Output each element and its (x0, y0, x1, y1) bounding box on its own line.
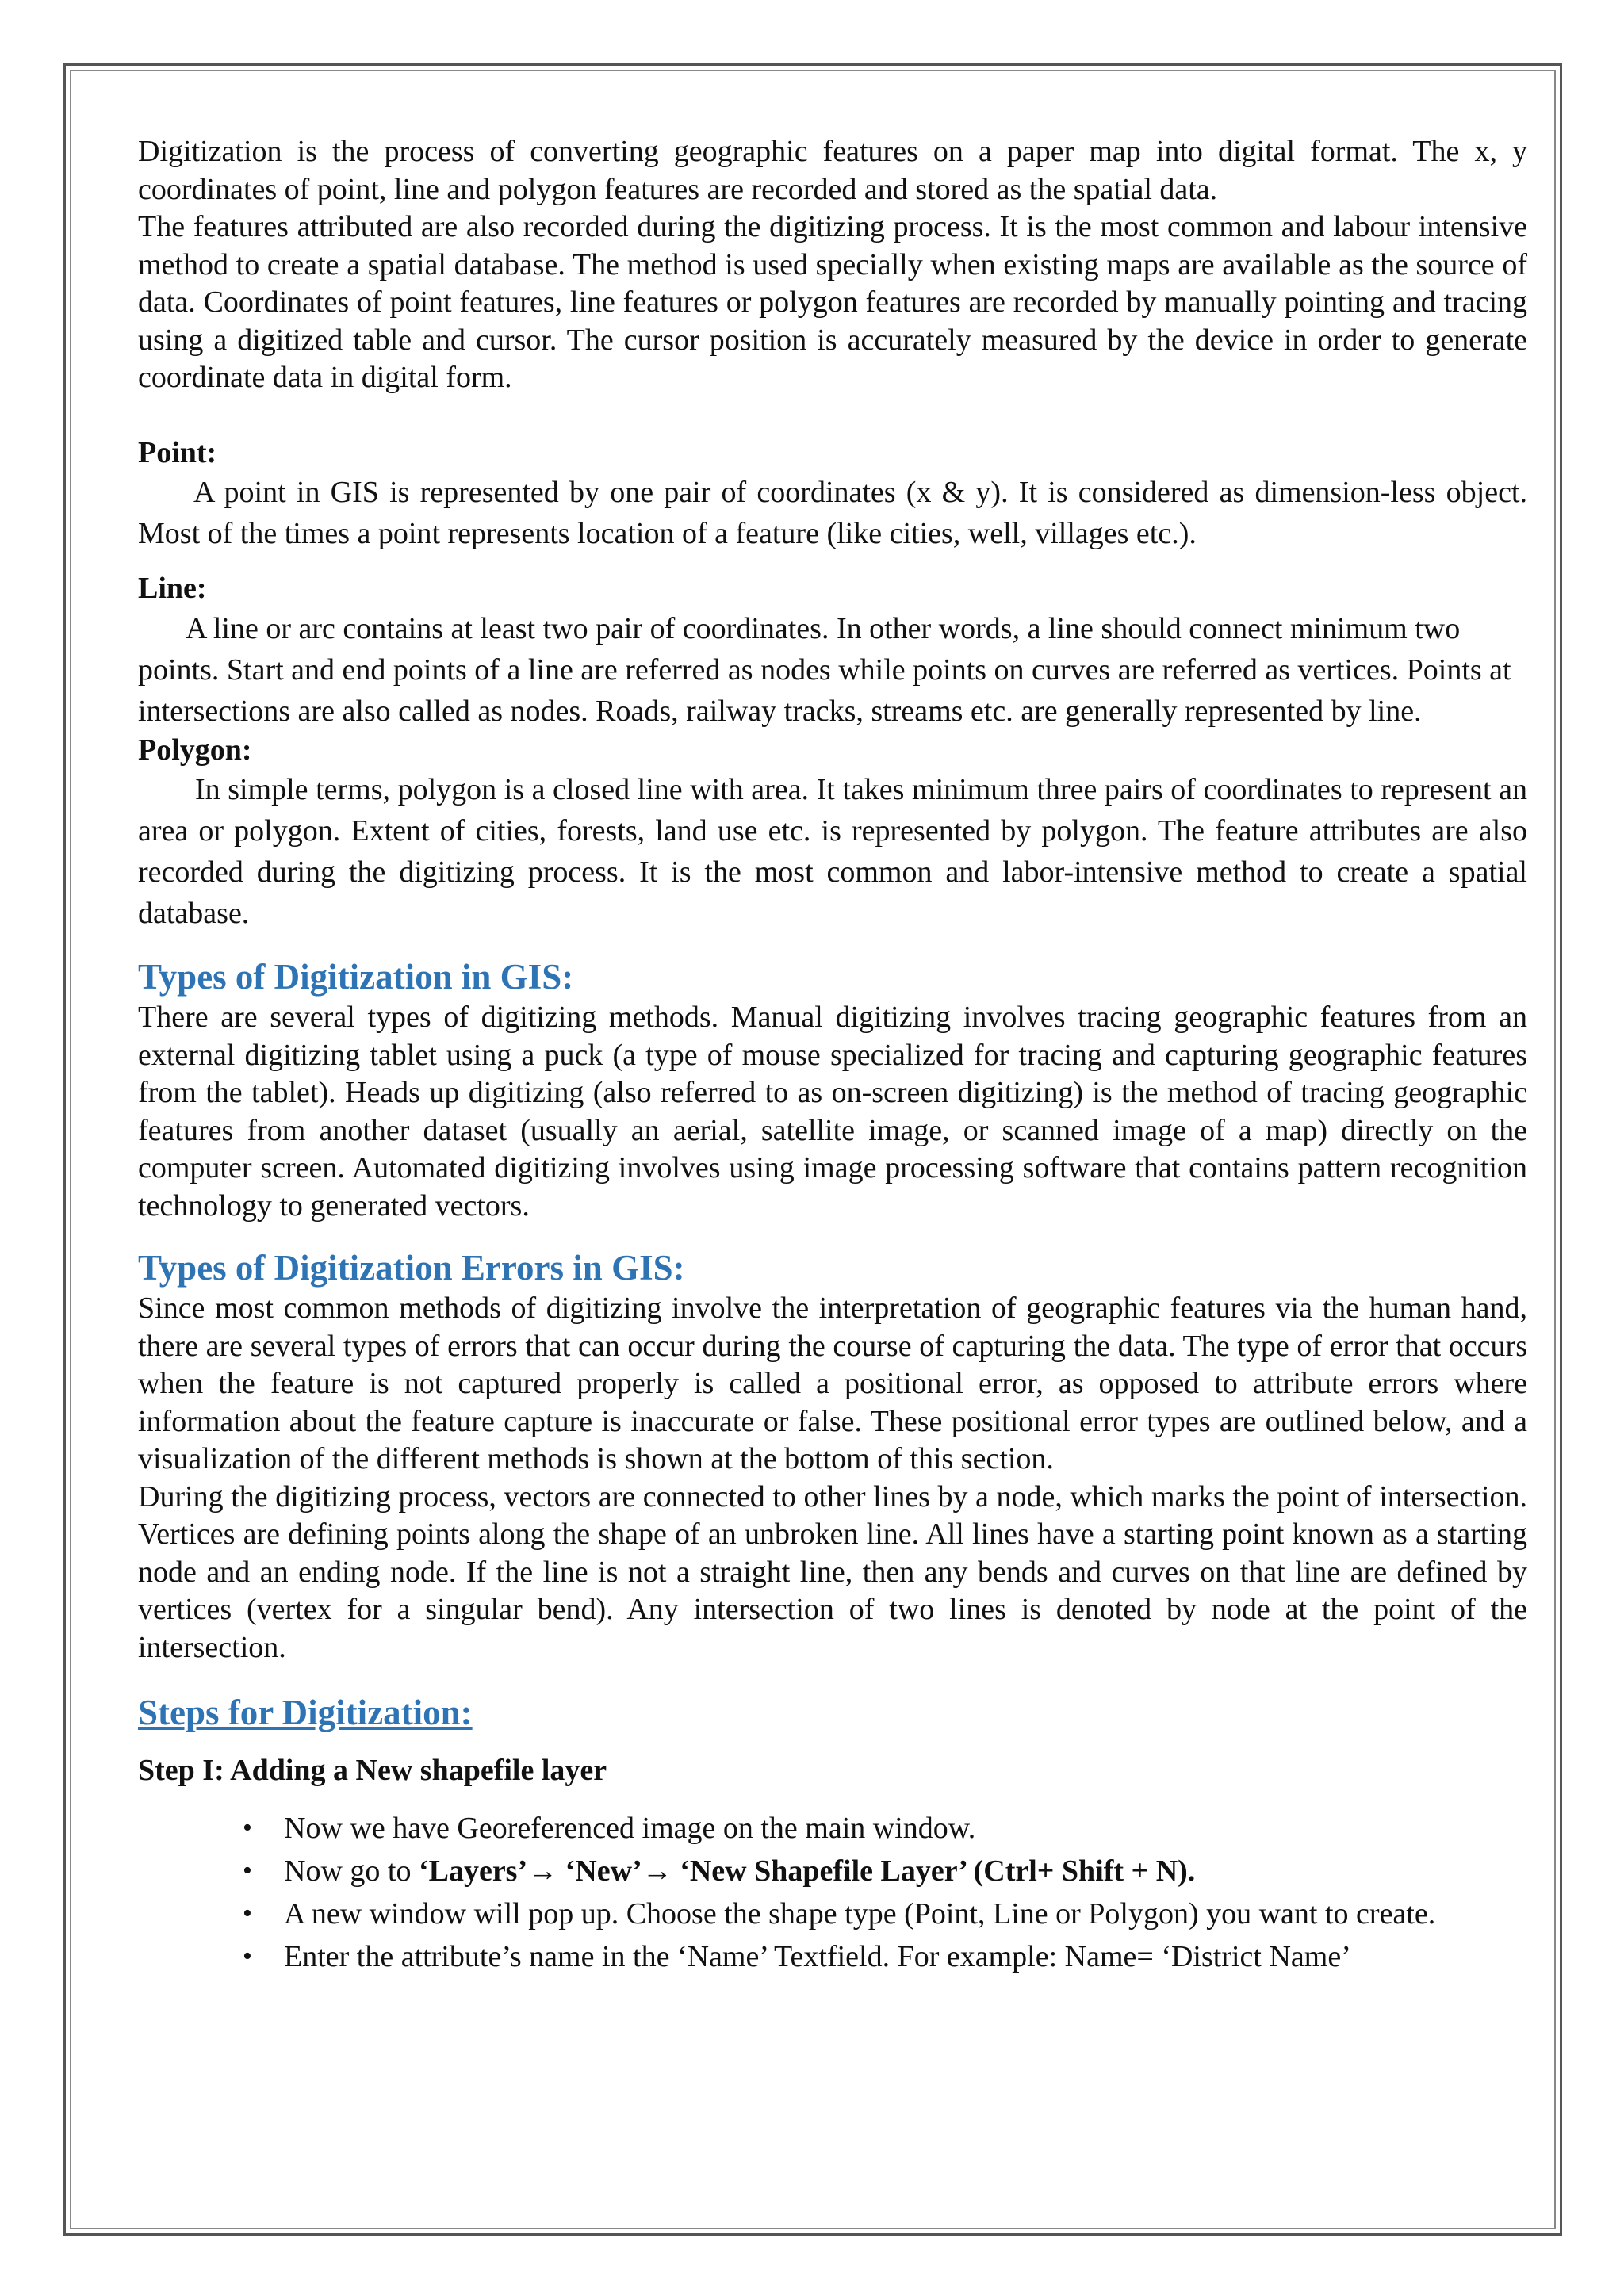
bullet-icon: • (243, 1898, 252, 1928)
point-heading: Point: (138, 435, 217, 469)
line-heading: Line: (138, 572, 207, 605)
list-item (138, 1893, 1527, 1934)
intro-paragraph-1: Digitization is the process of converting geographic features on a paper map into digital format. The x, y coordinates of point, line and polygon features are recorded and stored as the spatial data. (138, 135, 1527, 206)
errors-paragraph-2: During the digitizing process, vectors are connected to other lines by a node, which marks the point of intersection. Vertices are defining points along the shape of an unbroken line. All lines have a starting point known as a starting node and an ending node. If the line is not a straight line, then any bends and curves on that line are defined by vertices (vertex for a singular bend). Any intersection of two lines is denoted by node at the point of the intersection. (138, 1479, 1527, 1664)
step-1-list (138, 1808, 1527, 1977)
steps-section-title: Steps for Digitization: (138, 1693, 473, 1732)
list-item-text-prefix: Now go to (284, 1854, 419, 1888)
bullet-icon: • (243, 1812, 252, 1843)
menu-path-text: ‘Layers’→ ‘New’→ ‘New Shapefile Layer’ (Ctrl+ Shift + N). (418, 1854, 1196, 1888)
document-body (138, 133, 1527, 1979)
list-item (138, 1850, 1527, 1892)
list-item-text: Now we have Georeferenced image on the main window. (284, 1811, 976, 1845)
list-item (138, 1808, 1527, 1849)
types-section-title: Types of Digitization in GIS: (138, 957, 574, 997)
bullet-icon: • (243, 1855, 252, 1885)
errors-paragraph-1: Since most common methods of digitizing involve the interpretation of geographic features via the human hand, there are several types of errors that can occur during the course of capturing the data. The type of error that occurs when the feature is not captured properly is called a positional error, as opposed to attribute errors where information about the feature capture is inaccurate or false. These positional error types are outlined below, and a visualization of the different methods is shown at the bottom of this section. (138, 1292, 1527, 1475)
types-paragraph: There are several types of digitizing methods. Manual digitizing involves tracing geographic features from an external digitizing tablet using a puck (a type of mouse specialized for tracing and capturing geographic features from the tablet). Heads up digitizing (also referred to as on-screen digitizing) is the method of tracing geographic features from another dataset (usually an aerial, satellite image, or scanned image of a map) directly on the computer screen. Automated digitizing involves using image processing software that contains pattern recognition technology to generated vectors. (138, 1001, 1527, 1223)
point-paragraph: A point in GIS is represented by one pair of coordinates (x & y). It is considered as dimension-less object. Most of the times a point represents location of a feature (like cities, well, villages etc.). (138, 476, 1527, 550)
polygon-paragraph: In simple terms, polygon is a closed line with area. It takes minimum three pairs of coordinates to represent an area or polygon. Extent of cities, forests, land use etc. is represented by polygon. The feature attributes are also recorded during the digitizing process. It is the most common and labor-intensive method to create a spatial database. (138, 773, 1527, 930)
errors-section-title: Types of Digitization Errors in GIS: (138, 1248, 685, 1288)
list-item (138, 1936, 1527, 1977)
bullet-icon: • (243, 1941, 252, 1971)
polygon-heading: Polygon: (138, 733, 252, 767)
intro-paragraph-2: The features attributed are also recorded during the digitizing process. It is the most common and labour intensive method to create a spatial database. The method is used specially when existing maps are available as the source of data. Coordinates of point features, line features or polygon features are recorded by manually pointing and tracing using a digitized table and cursor. The cursor position is accurately measured by the device in order to generate coordinate data in digital form. (138, 210, 1527, 394)
line-paragraph: A line or arc contains at least two pair of coordinates. In other words, a line should connect minimum two points. Start and end points of a line are referred as nodes while points on curves are referred as vertices. Points at intersections are also called as nodes. Roads, railway tracks, streams etc. are generally represented by line. (138, 611, 1511, 728)
list-item-text: A new window will pop up. Choose the shape type (Point, Line or Polygon) you want to create. (284, 1896, 1436, 1931)
list-item-text: Enter the attribute’s name in the ‘Name’ Textfield. For example: Name= ‘District Name’ (284, 1939, 1351, 1973)
step-1-heading: Step I: Adding a New shapefile layer (138, 1754, 607, 1787)
